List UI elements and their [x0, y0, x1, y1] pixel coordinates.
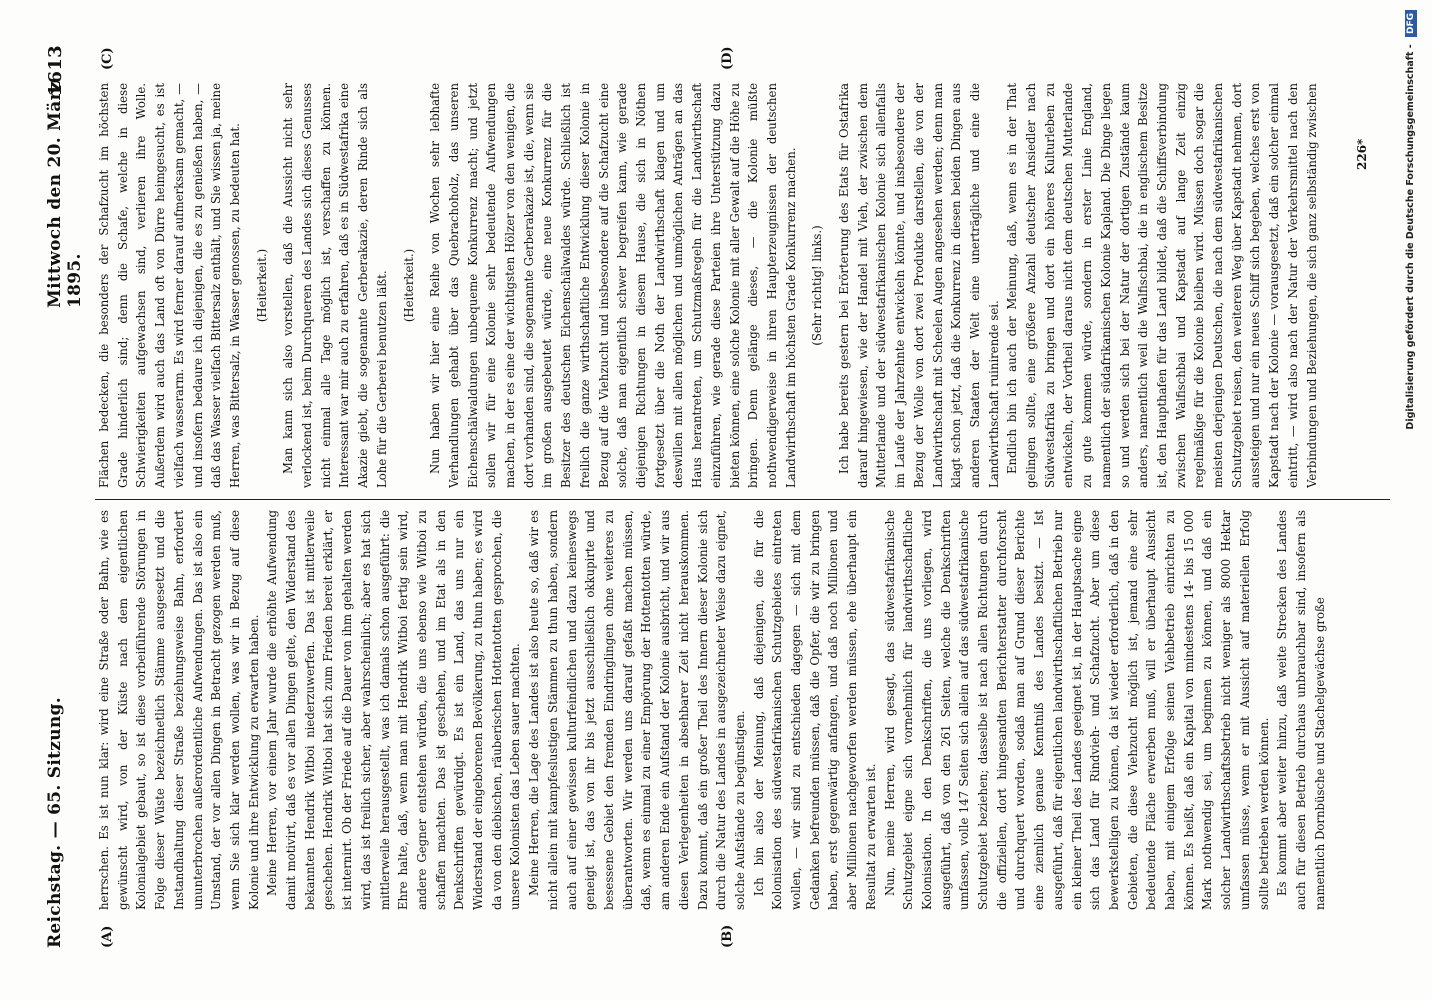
interjection: (Sehr richtig! links.)	[810, 225, 825, 346]
interjection: (Heiterkeit.)	[401, 248, 416, 323]
right-column	[95, 83, 1390, 488]
paragraph: Nun, meine Herren, wird gesagt, das südwestafrikanische Schutzgebiet eigne sich vornehmlich für landwirthschaftliche Kolonisation. In den Denkschriften, die uns vorliegen, wird ausgeführt, daß von den 261 Seiten, welche die Denkschriften umfassen, volle 147 Seiten sich allein auf das südwestafrikanische Schutzgebiet beziehen; dasselbe ist nach allen Richtungen durch die offiziellen, dort hingesandten Berichterstatter durchforscht und durchquert worden, sodaß man auf Grund dieser Berichte eine ziemlich genaue Kenntniß des Landes besitzt. — Ist ausgeführt, daß für eigentlichen landwirthschaftlichen Betrieb nur ein kleiner Theil des Landes geeignet ist, in der Hauptsache eigne sich das Land für Rindvieh- und Schafzucht. Aber um diese bewerkstelligen zu können, da ist wieder erforderlich, daß in den Gebieten, die diese Viehzucht möglich ist, jemand eine sehr bedeutende Fläche erwerben muß, will er überhaupt Aussicht haben, mit einigem Erfolge seinen Viehbetrieb einrichten zu können. Es heißt, daß ein Kapital von mindestens 14- bis 15 000 Mark nothwendig sei, um beginnen zu können, und daß ein solcher Landwirthschaftsbetrieb nicht weniger als 8000 Hektar umfassen müsse, wenn er mit Aussicht auf materiellen Erfolg sollte betrieben werden können.	[882, 510, 1271, 910]
digitization-note: Digitalisierung gefördert durch die Deutsche Forschungsgemeinschaft -	[1405, 44, 1416, 430]
dfg-logo: DFG	[1405, 10, 1417, 37]
signature-number: 226*	[1355, 138, 1369, 170]
margin-marker-d: (D)	[720, 46, 735, 70]
page-number: 1613	[45, 45, 66, 97]
left-column	[95, 510, 1390, 910]
interjection: (Heiterkeit.)	[254, 248, 269, 323]
paragraph: herrschen. Es ist nun klar: wird eine Straße oder Bahn, wie es gewünscht wird, von der Küste nach dem eigentlichen Kolonialgebiet gebaut, so ist diese vorbeiführende Störungen in Folge dieser Wüste bezeichnetlich Stämme ausgesetzt und die Instandhaltung dieser Straße beziehungsweise Bahn, erfordert ununterbrochen außerordentliche Aufwendungen. Das ist also ein Umstand, der vor allen Dingen in Betracht gezogen werden muß, wenn Sie sich klar werden wollen, was wir in Bezug auf diese Kolonie und ihre Entwicklung zu erwarten haben.	[97, 510, 261, 910]
margin-marker-a: (A)	[100, 925, 115, 948]
digitization-credit	[1405, 10, 1425, 480]
column-divider	[95, 499, 1390, 500]
paragraph: Meine Herren, die Lage des Landes ist also heute so, daß wir es nicht allein mit kampfeslustigen Stämmen zu thun haben, sondern auch auf einer gewissen kulturfeindlichen und dazu keineswegs geneigt ist, das von ihr bis jetzt ausschließlich okkupirte und besessene Gebiet den fremden Eindringlingen ohne weiteres zu überantworten. Wir werden uns darauf gefaßt machen müssen, daß, wenn es einmal zu einer Empörung der Hottentotten würde, am anderen Ende ein Aufstand der Kolonie ausbricht, und wir aus diesen Verlegenheiten in absehbarer Zeit nicht herauskommen. Dazu kommt, daß ein großer Theil des Innern dieser Kolonie sich durch die Natur des Landes in ausgezeichneter Weise dazu eignet, solche Aufstände zu begünstigen.	[527, 510, 747, 910]
header-left: Reichstag. — 65. Sitzung.	[45, 697, 65, 948]
paragraph: Ich bin also der Meinung, daß diejenigen, die für die Kolonisation des südwestafrikanischen Schutzgebietes eintreten wollen, — wir sind zu entschieden dagegen — sich mit dem Gedanken befreunden müssen, daß die Opfer, die wir zu bringen haben, erst gegenwärtig anfangen, und daß noch Millionen und aber Millionen nachgeworfen werden müssen, ehe überhaupt ein Resultat zu erwarten ist.	[751, 510, 878, 910]
page-header	[25, 45, 85, 948]
paragraph: Meine Herren, vor einem Jahr wurde die erhöhte Aufwendung damit motivirt, daß es vor allen Dingen gelte, den Widerstand des bekannten Hendrik Witboi niederzuwerfen. Das ist mittlerweile geschehen. Hendrik Witboi hat sich zum Frieden bereit erklärt, er ist internirt. Ob der Friede auf die Dauer von ihm gehalten werden wird, das ist freilich sicher, aber wahrscheinlich; aber es hat sich mittlerweile herausgestellt, was ich damals schon ausgeführt: die Ehre halte, daß, wenn man mit Hendrik Witboi fertig sein wird, andere Gegner entstehen würden, die uns ebenso wie Witboi zu schaffen machten. Das ist geschehen, und im Etat als in den Denkschriften gewürdigt. Es ist ein Land, das uns nur ein Widerstand der eingeborenen Bevölkerung, zu thun haben; es wird da von den diebischen, räuberischen Hottentotten gesprochen, die unsere Kolonisten das Leben sauer machten.	[265, 510, 523, 910]
paragraph: Nun haben wir hier eine Reihe von Wochen sehr lebhafte Verhandlungen gehabt über das Quebrachoholz, das unseren Eichenschälwaldungen unbequeme Konkurrenz macht; und jetzt sollen wir für eine Kolonie sehr bedeutende Aufwendungen machen, in der es eine der wichtigsten Hölzer von den wenigen, die dort vorhanden sind, die sogenannte Gerberakazie ist, die, wenn sie im großen ausgebeutet würde, eine neue Konkurrenz für die Besitzer des deutschen Eichenschälwaldes würde. Schließlich ist freilich die ganze wirthschaftliche Entwicklung dieser Kolonie in Bezug auf die Viehzucht und insbesondere auf die Schafzucht eine solche, daß man eigentlich schwer begreifen kann, wie gerade diejenigen Richtungen in diesem Hause, die sich in Nöthen fortgesetzt über die Noth der Landwirthschaft klagen und um deswillen mit allen möglichen und unmöglichen Anträgen an das Haus herantreten, um Schutzmaßregeln für die Landwirthschaft einzuführen, wie gerade diese Parteien ihre Unterstützung dazu bieten können, eine solche Kolonie mit aller Gewalt auf die Höhe zu bringen. Denn gelänge dieses, — die Kolonie müßte nothwendigerweise in ihren Haupterzeugnissen der deutschen Landwirthschaft im höchsten Grade Konkurrenz machen.	[428, 83, 798, 488]
margin-marker-c: (C)	[100, 47, 115, 70]
paragraph: Flächen bedecken, die besonders der Schafzucht im höchsten Grade hinderlich sind; denn die Schafe, welche in diese Schwierigkeiten aufgewachsen sind, verlieren ihre Wolle. Außerdem wird auch das Land oft von Dürre heimgesucht, es ist vielfach wasserarm. Es wird ferner darauf aufmerksam gemacht, — und insofern bedaure ich diejenigen, die es zu genießen haben, — daß das Wasser vielfach Bittersalz enthält, und Sie wissen ja, meine Herren, was Bittersalz, in Wasser genossen, zu bedeuten hat.	[97, 83, 242, 488]
paragraph: Ich habe bereits gestern bei Erörterung des Etats für Ostafrika darauf hingewiesen, wie der Handel mit Vieh, der zwischen dem Mutterlande und der südwestafrikanischen Kolonie sich allenfalls im Laufe der Jahrzehnte entwickeln könnte, und insbesondere der Bezug der Wolle von dort zwei Produkte darstellen, die von der Landwirthschaft mit Scheelen Augen angesehen werden; denn man klagt schon jetzt, daß die Konkurrenz in diesen beiden Dingen aus anderen Staaten der Welt eine unerträgliche und eine die Landwirthschaft ruinirende sei.	[837, 83, 1001, 488]
margin-marker-b: (B)	[720, 924, 735, 948]
header-date: Mittwoch den 20. März 1895.	[45, 81, 85, 308]
paragraph: Man kann sich also vorstellen, daß die Aussicht nicht sehr verlockend ist, beim Durchqueren des Landes sich dieses Genusses nicht einmal alle Tage möglich ist, verschaffen zu können. Interessant war mir auch zu erfahren, daß es in Südwestafrika eine Akazie giebt, die sogenannte Gerberakazie, deren Rinde sich als Lohe für die Gerberei benutzen läßt.	[281, 83, 389, 488]
paragraph: Endlich bin ich auch der Meinung, daß, wenn es in der That gelingen sollte, eine größere Anzahl deutscher Ansiedler nach Südwestafrika zu bringen und dort ein höheres Kulturleben zu entwickeln, der Vortheil daraus nicht dem deutschen Mutterlande zu gute kommen würde, sondern in erster Linie England, namentlich der südafrikanischen Kolonie Kapland. Die Dinge liegen so und werden sich bei der Natur der dortigen Zustände kaum anders, namentlich weil die Walfischbai, die in englischem Besitze ist, den Haupthafen für das Land bildet, daß die Schiffsverbindung zwischen Walfischbai und Kapstadt auf lange Zeit einzig regelmäßige für die Kolonie bleiben wird. Müssen doch sogar die meisten derjenigen Deutschen, die nach dem südwestafrikanischen Schutzgebiet reisen, den weiteren Weg über Kapstadt nehmen, dort aussteigen und nur ein neues Schiff sich begeben, welches erst von Kapstadt nach der Kolonie — vorausgesetzt, daß ein solcher einmal eintritt, — wird also nach der Natur der Verkehrsmittel nach den Verbindungen und Beziehungen, die sich ganz selbständig zwischen	[1005, 83, 1319, 488]
paragraph: Es kommt aber weiter hinzu, daß weite Strecken des Landes auch für diesen Betrieb durchaus unbrauchbar sind, insofern als namentlich Dornbüsche und Stachelgewächse große	[1275, 510, 1327, 910]
